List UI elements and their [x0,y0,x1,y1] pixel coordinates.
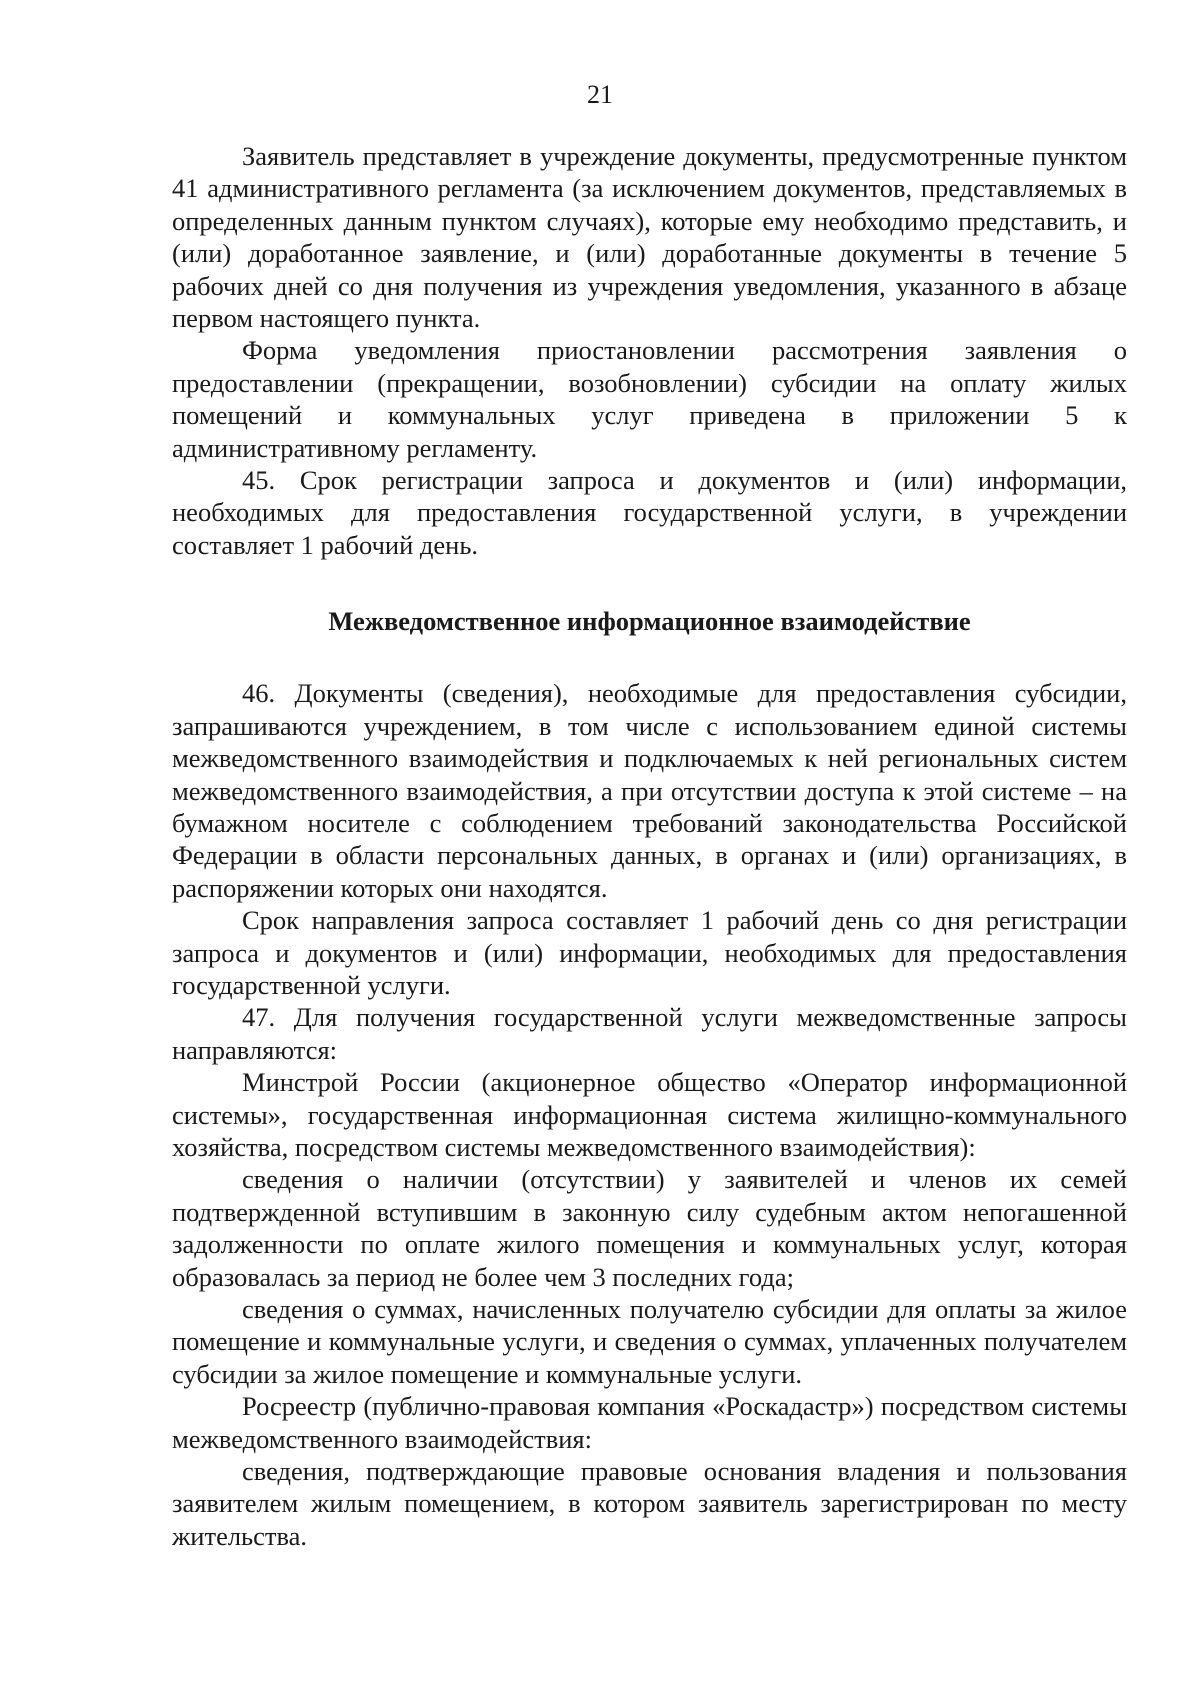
page-number: 21 [587,80,613,109]
paragraph-sums-info: сведения о суммах, начисленных получателю субсидии для оплаты за жилое помещение и коммунальные услуги, и сведения о суммах, уплаченных получателем субсидии за жилое помещение и коммунальные услуги. [172,1294,1127,1389]
paragraph-rosreestr: Росреестр (публично-правовая компания «Роскадастр») посредством системы межведомственного взаимодействия: [172,1391,1127,1454]
paragraph-47-requests: 47. Для получения государственной услуги межведомственные запросы направляются: [172,1002,1127,1065]
paragraph-46-documents: 46. Документы (сведения), необходимые для предоставления субсидии, запрашиваются учреждением, в том числе с использованием единой системы межведомственного взаимодействия и подключаемых к ней региональных систем межведомственного взаимодействия, а при отсутствии доступа к этой системе – на бумажном носителе с соблюдением требований законодательства Российской Федерации в области персональных данных, в органах и (или) организациях, в распоряжении которых они находятся. [172,678,1127,903]
paragraph-ownership-info: сведения, подтверждающие правовые основания владения и пользования заявителем жилым помещением, в котором заявитель зарегистрирован по месту жительства. [172,1456,1127,1551]
paragraph-debt-info: сведения о наличии (отсутствии) у заявителей и членов их семей подтвержденной вступившим в законную силу судебным актом непогашенной задолженности по оплате жилого помещения и коммунальных услуг, которая образовалась за период не более чем 3 последних года; [172,1164,1127,1292]
paragraph-minstroy: Минстрой России (акционерное общество «Оператор информационной системы», государственная информационная система жилищно-коммунального хозяйства, посредством системы межведомственного взаимодействия): [172,1067,1127,1162]
paragraph-request-term: Срок направления запроса составляет 1 рабочий день со дня регистрации запроса и документов и (или) информации, необходимых для предоставления государственной услуги. [172,905,1127,1000]
paragraph-45-registration-term: 45. Срок регистрации запроса и документов и (или) информации, необходимых для предоставления государственной услуги, в учреждении составляет 1 рабочий день. [172,465,1127,560]
paragraph-applicant-documents: Заявитель представляет в учреждение документы, предусмотренные пунктом 41 административного регламента (за исключением документов, представляемых в определенных данным пунктом случаях), которые ему необходимо представить, и (или) доработанное заявление, и (или) доработанные документы в течение 5 рабочих дней со дня получения из учреждения уведомления, указанного в абзаце первом настоящего пункта. [172,141,1127,334]
document-body [172,140,1127,1552]
section-heading: Межведомственное информационное взаимодействие [328,606,971,637]
paragraph-notification-form: Форма уведомления приостановлении рассмотрения заявления о предоставлении (прекращении, возобновлении) субсидии на оплату жилых помещений и коммунальных услуг приведена в приложении 5 к административному регламенту. [172,335,1127,463]
